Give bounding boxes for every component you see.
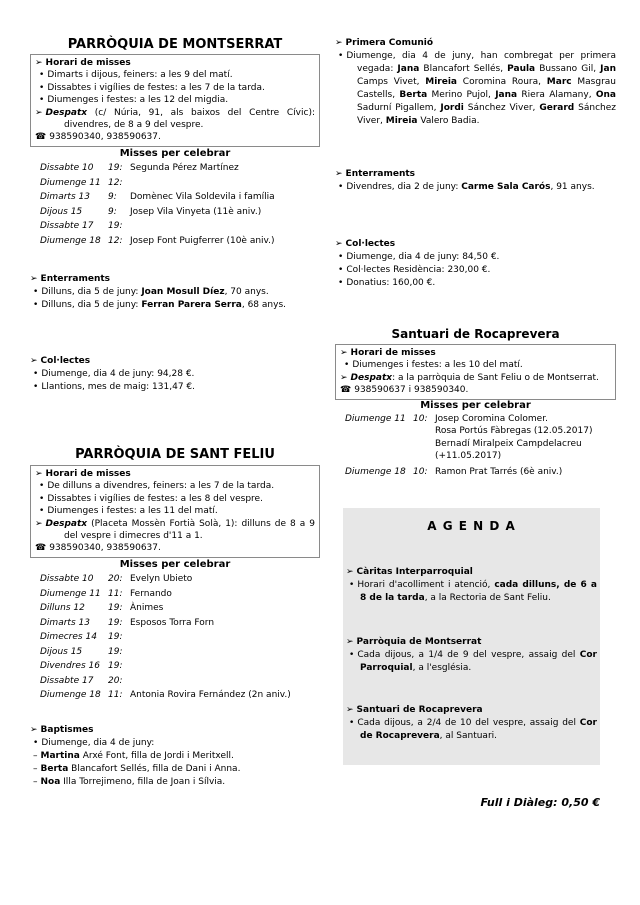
horari-heading bbox=[35, 57, 315, 69]
list-item bbox=[30, 299, 320, 312]
horari-heading-label: Horari de misses bbox=[45, 58, 131, 68]
list-item-text: Llantions, mes de maig: 131,47 €. bbox=[41, 382, 195, 392]
mass-intention: Esposos Torra Forn bbox=[130, 617, 215, 628]
section-heading-label: Col·lectes bbox=[40, 356, 91, 366]
mass-time: 19: bbox=[108, 163, 123, 173]
bullet-icon: • bbox=[39, 481, 45, 492]
list-item-text: Divendres, dia 2 de juny: Carme Sala Carós, 91 anys. bbox=[346, 182, 595, 192]
section-heading bbox=[335, 238, 616, 251]
montserrat-title: PARRÒQUIA DE MONTSERRAT bbox=[67, 37, 283, 52]
agenda-section-caritas bbox=[346, 566, 597, 605]
mass-row bbox=[30, 572, 320, 587]
list-item-text: Diumenge, dia 4 de juny: 84,50 €. bbox=[346, 252, 500, 262]
rocaprevera-misses-heading: Misses per celebrar bbox=[420, 400, 531, 411]
list-item-text: Donatius: 160,00 €. bbox=[346, 278, 436, 288]
mass-day: Diumenge 18 bbox=[40, 235, 101, 246]
list-item bbox=[346, 717, 597, 743]
dash-icon: – bbox=[33, 751, 38, 761]
mass-row bbox=[30, 645, 320, 660]
despatx-text: Despatx (c/ Núria, 91, als baixos del Centre Cívic): divendres, de 8 a 9 del vespre. bbox=[45, 107, 315, 131]
arrow-icon: ➢ bbox=[30, 356, 38, 366]
santfeliu-misses-heading: Misses per celebrar bbox=[119, 559, 231, 570]
horari-item bbox=[340, 359, 611, 371]
phone-numbers: 938590340, 938590637. bbox=[49, 132, 161, 143]
santfeliu-enterraments-section bbox=[335, 168, 616, 194]
horari-heading-label: Horari de misses bbox=[45, 469, 131, 479]
agenda-title: A G E N D A bbox=[427, 519, 516, 533]
mass-row bbox=[30, 688, 320, 703]
santfeliu-collectes-section bbox=[335, 238, 616, 290]
mass-intention: Antonia Rovira Fernández (2n aniv.) bbox=[130, 690, 291, 700]
mass-time: 11: bbox=[108, 690, 123, 700]
bullet-icon: • bbox=[33, 287, 39, 297]
mass-intention: Josep Vila Vinyeta (11è aniv.) bbox=[130, 206, 262, 217]
mass-intention-line: Bernadí Miralpeix Campdelacreu bbox=[435, 438, 582, 449]
comunio-section bbox=[335, 37, 616, 128]
mass-intention-line: Ramon Prat Tarrés (6è aniv.) bbox=[435, 466, 563, 477]
montserrat-horari-box bbox=[30, 54, 320, 147]
bullet-icon: • bbox=[344, 360, 350, 371]
santfeliu-title: PARRÒQUIA DE SANT FELIU bbox=[75, 447, 275, 462]
phone-icon: ☎ bbox=[35, 543, 47, 554]
section-heading bbox=[346, 566, 597, 579]
section-heading-label: Enterraments bbox=[40, 274, 111, 284]
section-heading-label: Càritas Interparroquial bbox=[356, 567, 473, 577]
mass-day: Dissabte 10 bbox=[40, 574, 94, 584]
list-item bbox=[335, 251, 616, 264]
horari-item-text: Diumenges i festes: a les 11 del matí. bbox=[47, 506, 218, 517]
section-heading bbox=[335, 37, 616, 50]
montserrat-collectes-section bbox=[30, 355, 320, 394]
horari-item bbox=[35, 69, 315, 81]
mass-time: 10: bbox=[413, 466, 428, 477]
mass-day: Dissabte 17 bbox=[40, 221, 94, 231]
mass-intention: Segunda Pérez Martínez bbox=[130, 163, 239, 173]
mass-row bbox=[30, 161, 320, 176]
horari-heading-label: Horari de misses bbox=[350, 348, 436, 358]
horari-item bbox=[35, 82, 315, 94]
phone-line bbox=[35, 131, 315, 143]
arrow-icon: ➢ bbox=[35, 518, 43, 529]
list-item bbox=[30, 368, 320, 381]
bullet-icon: • bbox=[349, 580, 355, 590]
list-item-text: Berta Blancafort Sellés, filla de Dani i Anna. bbox=[40, 764, 241, 774]
phone-line bbox=[35, 542, 315, 554]
despatx-line bbox=[35, 518, 315, 543]
list-item-text: Dilluns, dia 5 de juny: Ferran Parera Serra, 68 anys. bbox=[41, 300, 286, 310]
list-item bbox=[30, 763, 320, 776]
mass-time: 12: bbox=[108, 235, 123, 246]
bullet-icon: • bbox=[338, 278, 344, 288]
arrow-icon: ➢ bbox=[35, 107, 43, 118]
section-heading-label: Col·lectes bbox=[345, 239, 396, 249]
phone-numbers: 938590637 i 938590340. bbox=[354, 385, 469, 396]
right-column bbox=[335, 0, 616, 905]
arrow-icon: ➢ bbox=[35, 58, 43, 68]
mass-day: Diumenge 11 bbox=[345, 414, 406, 424]
mass-intention bbox=[435, 413, 616, 463]
dash-icon: – bbox=[33, 764, 38, 774]
section-heading bbox=[346, 636, 597, 649]
mass-day: Diumenge 18 bbox=[40, 690, 101, 700]
mass-row bbox=[30, 234, 320, 249]
bullet-icon: • bbox=[338, 51, 344, 61]
phone-icon: ☎ bbox=[340, 385, 352, 396]
list-item-text: Noa Illa Torrejimeno, filla de Joan i Sílvia. bbox=[40, 777, 226, 787]
arrow-icon: ➢ bbox=[346, 705, 354, 715]
montserrat-misses-heading: Misses per celebrar bbox=[119, 148, 231, 159]
mass-day: Dissabte 10 bbox=[40, 163, 94, 173]
horari-item-text: Dissabtes i vigílies de festes: a les 8 del vespre. bbox=[47, 493, 263, 504]
list-item bbox=[346, 649, 597, 675]
mass-day: Diumenge 11 bbox=[40, 177, 101, 188]
agenda-section-rocaprevera bbox=[346, 704, 597, 743]
mass-time: 20: bbox=[108, 675, 123, 686]
mass-row bbox=[30, 205, 320, 220]
mass-time: 11: bbox=[108, 588, 123, 599]
arrow-icon: ➢ bbox=[340, 372, 348, 383]
arrow-icon: ➢ bbox=[35, 469, 43, 479]
baptismes-section bbox=[30, 724, 320, 789]
phone-numbers: 938590340, 938590637. bbox=[49, 543, 161, 554]
mass-row bbox=[30, 630, 320, 645]
bullet-icon: • bbox=[349, 718, 355, 728]
mass-day: Dimarts 13 bbox=[40, 192, 90, 202]
list-item-text: Diumenge, dia 4 de juny: bbox=[41, 738, 155, 748]
phone-icon: ☎ bbox=[35, 132, 47, 143]
arrow-icon: ➢ bbox=[335, 239, 343, 249]
mass-day: Divendres 16 bbox=[40, 661, 100, 671]
mass-row bbox=[30, 190, 320, 205]
mass-day: Dilluns 12 bbox=[40, 603, 85, 613]
list-item-text: Diumenge, dia 4 de juny, han combregat per primera vegada: Jana Blancafort Sellés, Paula Bussano Gil, Jan Camps Vivet, Mireia Coromina Roura, Marc Masgrau Castells, Berta Merino Pujol, Jana Riera Alamany, Ona Sadurní Pigallem, Jordi Sánchez Viver, Gerard Sánchez Viver, Mireia Valero Badia. bbox=[346, 51, 617, 126]
mass-intention-line: Rosa Portús Fàbregas (12.05.2017) bbox=[435, 426, 593, 437]
section-heading-label: Parròquia de Montserrat bbox=[356, 637, 482, 647]
section-heading-label: Primera Comunió bbox=[345, 38, 434, 48]
mass-intention-line: (+11.05.2017) bbox=[435, 451, 502, 462]
bullet-icon: • bbox=[349, 650, 355, 660]
section-heading bbox=[30, 724, 320, 737]
section-heading bbox=[335, 168, 616, 181]
horari-item-text: Dimarts i dijous, feiners: a les 9 del matí. bbox=[47, 70, 233, 81]
bullet-icon: • bbox=[33, 369, 39, 379]
mass-day: Dimarts 13 bbox=[40, 617, 90, 628]
mass-intention bbox=[130, 659, 320, 674]
bullet-icon: • bbox=[33, 300, 39, 310]
list-item bbox=[335, 277, 616, 290]
list-item-text: Dilluns, dia 5 de juny: Joan Mosull Díez, 70 anys. bbox=[41, 287, 269, 297]
mass-time: 12: bbox=[108, 177, 123, 188]
horari-item bbox=[35, 480, 315, 492]
mass-day: Diumenge 18 bbox=[345, 466, 406, 477]
arrow-icon: ➢ bbox=[346, 567, 354, 577]
montserrat-enterraments-section bbox=[30, 273, 320, 312]
mass-row bbox=[30, 601, 320, 616]
despatx-line bbox=[340, 372, 611, 384]
mass-row bbox=[335, 466, 616, 478]
list-item-text: Cada dijous, a 1/4 de 9 del vespre, assaig del Cor Parroquial, a l'església. bbox=[357, 650, 597, 673]
despatx-text: Despatx: a la parròquia de Sant Feliu o de Montserrat. bbox=[350, 372, 599, 383]
santfeliu-misses-rows bbox=[30, 572, 320, 703]
list-item bbox=[30, 286, 320, 299]
list-item-text: Martina Arxé Font, filla de Jordi i Meritxell. bbox=[40, 751, 234, 761]
mass-time: 20: bbox=[108, 574, 123, 584]
mass-time: 19: bbox=[108, 603, 123, 613]
mass-intention bbox=[130, 176, 320, 191]
mass-intention: Fernando bbox=[130, 588, 172, 599]
section-heading-label: Enterraments bbox=[345, 169, 416, 179]
list-item-text: Diumenge, dia 4 de juny: 94,28 €. bbox=[41, 369, 195, 379]
list-item bbox=[346, 579, 597, 605]
agenda-box bbox=[343, 508, 600, 765]
mass-intention: Domènec Vila Soldevila i família bbox=[130, 192, 275, 202]
bullet-icon: • bbox=[39, 95, 45, 106]
mass-day: Dijous 15 bbox=[40, 206, 83, 217]
horari-item bbox=[35, 505, 315, 517]
phone-line bbox=[340, 384, 611, 396]
list-item bbox=[30, 381, 320, 394]
dash-icon: – bbox=[33, 777, 38, 787]
montserrat-misses-rows bbox=[30, 161, 320, 248]
horari-heading bbox=[35, 468, 315, 480]
arrow-icon: ➢ bbox=[335, 169, 343, 179]
list-item bbox=[30, 750, 320, 763]
section-heading bbox=[30, 355, 320, 368]
arrow-icon: ➢ bbox=[340, 348, 348, 358]
mass-time: 10: bbox=[413, 414, 428, 424]
section-heading bbox=[346, 704, 597, 717]
mass-intention: Ànimes bbox=[130, 603, 164, 613]
mass-intention bbox=[435, 466, 616, 478]
bullet-icon: • bbox=[39, 506, 45, 517]
mass-row bbox=[30, 674, 320, 689]
rocaprevera-horari-box bbox=[335, 344, 616, 400]
bullet-icon: • bbox=[39, 82, 45, 93]
mass-intention: Evelyn Ubieto bbox=[130, 574, 193, 584]
despatx-text: Despatx (Placeta Mossèn Fortià Solà, 1): dilluns de 8 a 9 del vespre i dimecres d'11 a 1. bbox=[45, 518, 315, 542]
mass-row bbox=[30, 176, 320, 191]
santfeliu-horari-box bbox=[30, 465, 320, 558]
rocaprevera-title: Santuari de Rocaprevera bbox=[391, 327, 560, 341]
list-item-text: Horari d'acolliment i atenció, cada dilluns, de 6 a 8 de la tarda, a la Rectoria de Sant Feliu. bbox=[357, 580, 597, 603]
horari-item-text: Diumenges i festes: a les 12 del migdia. bbox=[47, 95, 229, 106]
mass-intention: Josep Font Puigferrer (10è aniv.) bbox=[130, 235, 275, 246]
mass-time: 19: bbox=[108, 221, 123, 231]
bullet-icon: • bbox=[39, 70, 45, 81]
mass-time: 9: bbox=[108, 206, 117, 217]
mass-row bbox=[335, 413, 616, 463]
horari-item bbox=[35, 94, 315, 106]
horari-item-text: Diumenges i festes: a les 10 del matí. bbox=[352, 360, 523, 371]
mass-intention bbox=[130, 219, 320, 234]
list-item-text: Cada dijous, a 2/4 de 10 del vespre, assaig del Cor de Rocaprevera, al Santuari. bbox=[357, 718, 597, 741]
mass-time: 19: bbox=[108, 661, 123, 671]
horari-item-text: De dilluns a divendres, feiners: a les 7 de la tarda. bbox=[47, 481, 275, 492]
bullet-icon: • bbox=[33, 382, 39, 392]
horari-heading bbox=[340, 347, 611, 359]
mass-day: Diumenge 11 bbox=[40, 588, 101, 599]
list-item-text: Col·lectes Residència: 230,00 €. bbox=[346, 265, 491, 275]
rocaprevera-misses-rows bbox=[335, 413, 616, 481]
section-heading-label: Baptismes bbox=[40, 725, 94, 735]
list-item bbox=[335, 181, 616, 194]
mass-row bbox=[30, 616, 320, 631]
mass-row bbox=[30, 659, 320, 674]
mass-intention-line: Josep Coromina Colomer. bbox=[435, 414, 548, 424]
mass-time: 19: bbox=[108, 646, 123, 657]
mass-day: Dissabte 17 bbox=[40, 675, 94, 686]
horari-item-text: Dissabtes i vigílies de festes: a les 7 de la tarda. bbox=[47, 82, 265, 93]
mass-row bbox=[30, 219, 320, 234]
bullet-icon: • bbox=[39, 493, 45, 504]
arrow-icon: ➢ bbox=[30, 274, 38, 284]
mass-time: 9: bbox=[108, 192, 117, 202]
list-item bbox=[335, 50, 616, 128]
agenda-section-montserrat bbox=[346, 636, 597, 675]
mass-day: Dijous 15 bbox=[40, 646, 83, 657]
bullet-icon: • bbox=[338, 265, 344, 275]
arrow-icon: ➢ bbox=[346, 637, 354, 647]
mass-intention bbox=[130, 630, 320, 645]
bullet-icon: • bbox=[338, 252, 344, 262]
mass-day: Dimecres 14 bbox=[40, 632, 97, 642]
section-heading-label: Santuari de Rocaprevera bbox=[356, 705, 483, 715]
mass-time: 19: bbox=[108, 632, 123, 642]
price-note: Full i Diàleg: 0,50 € bbox=[480, 796, 600, 809]
bullet-icon: • bbox=[338, 182, 344, 192]
mass-row bbox=[30, 587, 320, 602]
arrow-icon: ➢ bbox=[30, 725, 38, 735]
list-item bbox=[30, 776, 320, 789]
mass-intention bbox=[130, 674, 320, 689]
left-column bbox=[30, 0, 320, 905]
section-heading bbox=[30, 273, 320, 286]
mass-intention bbox=[130, 645, 320, 660]
arrow-icon: ➢ bbox=[335, 38, 343, 48]
list-item bbox=[30, 737, 320, 750]
horari-item bbox=[35, 493, 315, 505]
bullet-icon: • bbox=[33, 738, 39, 748]
mass-time: 19: bbox=[108, 617, 123, 628]
despatx-line bbox=[35, 107, 315, 132]
list-item bbox=[335, 264, 616, 277]
